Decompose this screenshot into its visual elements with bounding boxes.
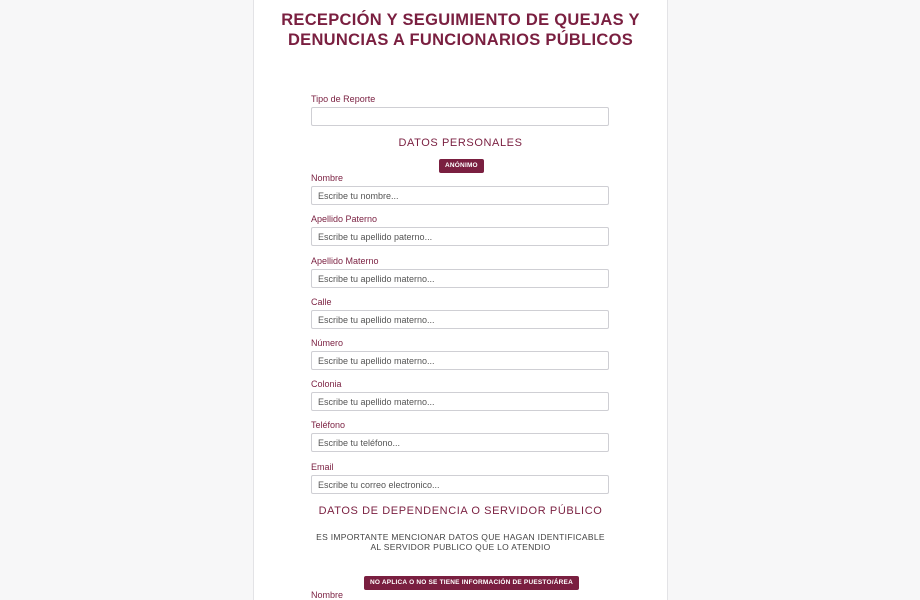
neighborhood-label: Colonia (311, 379, 342, 389)
paternal-surname-input[interactable] (311, 227, 609, 246)
personal-data-title: DATOS PERSONALES (398, 137, 523, 149)
name-label: Nombre (311, 173, 344, 183)
identification-note: ES IMPORTANTE MENCIONAR DATOS QUE HAGAN IDENTIFICABLE AL SERVIDOR PUBLICO QUE LO ATENDIO (316, 532, 605, 552)
report-type-field[interactable] (311, 107, 609, 126)
maternal-surname-label: Apellido Materno (311, 256, 379, 266)
number-input[interactable] (311, 351, 609, 370)
anonymous-button[interactable]: ANÓNIMO (439, 159, 484, 173)
dependency-data-title: DATOS DE DEPENDENCIA O SERVIDOR PÚBLICO (318, 505, 603, 517)
email-label: Email (311, 462, 334, 472)
maternal-surname-input[interactable] (311, 269, 609, 288)
form-card (253, 0, 668, 600)
report-type-label: Tipo de Reporte (311, 94, 376, 104)
street-label: Calle (311, 297, 332, 307)
name-input[interactable] (311, 186, 609, 205)
number-label: Número (311, 338, 344, 348)
neighborhood-input[interactable] (311, 392, 609, 411)
email-input[interactable] (311, 475, 609, 494)
phone-input[interactable] (311, 433, 609, 452)
paternal-surname-label: Apellido Paterno (311, 214, 378, 224)
not-applicable-button[interactable]: NO APLICA O NO SE TIENE INFORMACIÓN DE PUESTO/ÁREA (364, 576, 579, 590)
phone-label: Teléfono (311, 420, 346, 430)
street-input[interactable] (311, 310, 609, 329)
page-title: RECEPCIÓN Y SEGUIMIENTO DE QUEJAS Y DENUNCIAS A FUNCIONARIOS PÚBLICOS (281, 11, 640, 49)
official-name-label: Nombre (311, 590, 344, 600)
